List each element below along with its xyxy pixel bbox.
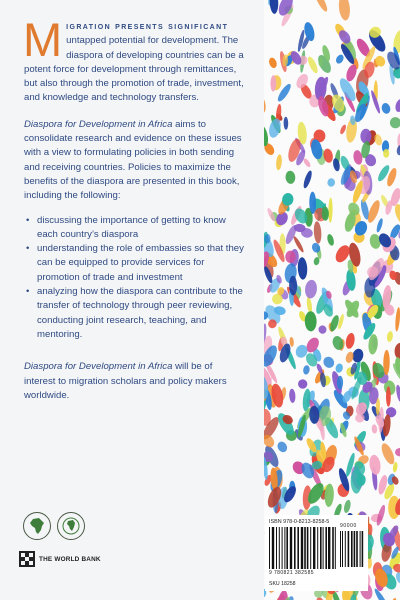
- paint-stroke: [283, 117, 288, 130]
- paint-stroke: [317, 324, 327, 334]
- barcode-bar: [340, 531, 341, 567]
- barcode-bar: [362, 531, 364, 567]
- blurb: [23, 13, 246, 413]
- paint-stroke: [296, 378, 309, 391]
- partner-logos: [23, 512, 103, 542]
- paint-stroke: [268, 56, 278, 69]
- paint-stroke: [276, 154, 283, 170]
- addon-number: 90000: [340, 523, 357, 529]
- barcode-bar: [342, 531, 343, 567]
- barcode-bar: [351, 531, 353, 567]
- barcode-bar: [317, 527, 318, 569]
- barcode-bar: [328, 527, 330, 569]
- paint-stroke: [289, 389, 296, 404]
- paint-stroke: [344, 332, 355, 349]
- paragraph-aims: [24, 118, 246, 204]
- barcode-bar: [354, 531, 356, 567]
- paint-stroke: [395, 448, 400, 457]
- sku-text: SKU 18258: [269, 581, 296, 587]
- africa-logo-icon: [23, 512, 51, 540]
- policy-bullet-list: [24, 214, 246, 343]
- paint-stroke: [334, 53, 345, 65]
- barcode-digits: 9 780821 382585: [269, 570, 314, 576]
- barcode-bar: [294, 527, 296, 569]
- lead-in-caps: igration presents significant: [66, 21, 229, 32]
- barcode-bar: [325, 527, 327, 569]
- paint-stroke: [383, 149, 389, 158]
- paint-stroke: [389, 116, 400, 129]
- barcode-bar: [323, 527, 324, 569]
- paint-stroke: [395, 307, 400, 332]
- barcode-bar: [286, 527, 288, 569]
- barcode-bar: [304, 527, 306, 569]
- paint-stroke: [335, 363, 344, 374]
- barcode-bar: [307, 527, 309, 569]
- paint-stroke: [276, 440, 289, 454]
- paint-stroke: [386, 331, 393, 343]
- bullet-item: • analyzing how the diaspora can contribute to the transfer of technology through peer reviewing, conducting joint research, teaching, and mentoring.: [24, 285, 246, 342]
- paint-stroke: [339, 124, 347, 135]
- paint-stroke: [269, 0, 279, 14]
- paint-stroke: [386, 386, 391, 406]
- paint-stroke: [381, 102, 392, 115]
- paint-stroke: [304, 279, 318, 299]
- barcode-bar: [279, 527, 280, 569]
- barcode-bar: [269, 527, 270, 569]
- paint-stroke: [289, 337, 294, 347]
- world-bank-logo: [19, 551, 101, 567]
- paint-stroke: [267, 117, 283, 139]
- paint-stroke: [306, 55, 319, 74]
- paint-stroke: [313, 221, 322, 244]
- barcode-bar: [332, 527, 334, 569]
- barcode-label: [265, 515, 368, 591]
- barcode-bar: [360, 531, 361, 567]
- barcode-bar: [290, 527, 292, 569]
- paint-stroke: [394, 98, 400, 113]
- barcode-bar: [276, 527, 277, 569]
- paint-stroke: [297, 257, 308, 280]
- barcode-bar: [297, 527, 299, 569]
- barcode-bar: [310, 527, 311, 569]
- paint-stroke: [328, 198, 333, 223]
- paint-stroke: [368, 454, 381, 475]
- barcode-bar: [272, 527, 274, 569]
- barcode-bar: [356, 531, 358, 567]
- world-bank-icon: [19, 551, 35, 567]
- paint-stroke: [326, 233, 335, 246]
- barcode-bar: [345, 531, 346, 567]
- paint-stroke: [302, 170, 313, 189]
- paint-stroke: [375, 218, 383, 233]
- barcode-bar: [301, 527, 303, 569]
- barcode-bar: [284, 527, 285, 569]
- bullet-item: • understanding the role of embassies so that they can be equipped to provide services for promotion of trade and investment: [24, 242, 246, 285]
- africa-globe-logo-icon: [57, 512, 85, 540]
- drop-cap: M: [23, 13, 63, 66]
- paint-stroke: [306, 297, 313, 314]
- paint-stroke: [303, 21, 317, 42]
- barcode-bar: [348, 531, 350, 567]
- barcode-bar: [335, 527, 336, 569]
- paint-stroke: [371, 424, 377, 434]
- paint-stroke: [394, 343, 400, 360]
- paragraph-aims-text: aims to consolidate research and evidence on these issues with a view to formulating policies in both sending and receiving countries. Policies to maximize the benefits of the diaspora are presented in this book, including the following:: [24, 118, 242, 202]
- bullet-item: • discussing the importance of getting to know each country’s diaspora: [24, 214, 246, 243]
- paint-stroke: [379, 442, 397, 466]
- cover-artwork: [264, 0, 400, 600]
- closing-title-italic: Diaspora for Development in Africa: [24, 361, 173, 373]
- paint-stroke: [305, 311, 317, 331]
- paint-stroke: [312, 0, 329, 13]
- paint-stroke: [327, 178, 335, 187]
- intro-paragraph: [23, 13, 246, 106]
- publisher-name: THE WORLD BANK: [39, 555, 101, 563]
- ean-barcode: [269, 527, 337, 569]
- closing-paragraph: [24, 360, 246, 403]
- paint-stroke: [338, 0, 351, 21]
- barcode-bar: [313, 527, 315, 569]
- book-title-italic: Diaspora for Development in Africa: [24, 118, 173, 130]
- paint-stroke: [343, 499, 352, 513]
- paint-stroke: [383, 350, 390, 376]
- paint-stroke: [303, 365, 311, 375]
- isbn-text: ISBN 978-0-8213-8258-5: [269, 519, 330, 525]
- closing-text: will be of interest to migration scholars and policy makers worldwide.: [24, 361, 227, 401]
- barcode-bar: [282, 527, 283, 569]
- paint-stroke: [321, 355, 336, 370]
- intro-text: untapped potential for development. The diaspora of developing countries can be a potent force for development through remittances, but also through the promotion of trade, investment, and knowledge and technology transfers.: [24, 35, 244, 104]
- painted-strokes-pattern: [264, 0, 400, 600]
- paint-stroke: [285, 170, 296, 184]
- addon-barcode: [340, 531, 364, 567]
- paint-stroke: [264, 96, 267, 113]
- barcode-bar: [320, 527, 322, 569]
- paint-stroke: [395, 384, 400, 402]
